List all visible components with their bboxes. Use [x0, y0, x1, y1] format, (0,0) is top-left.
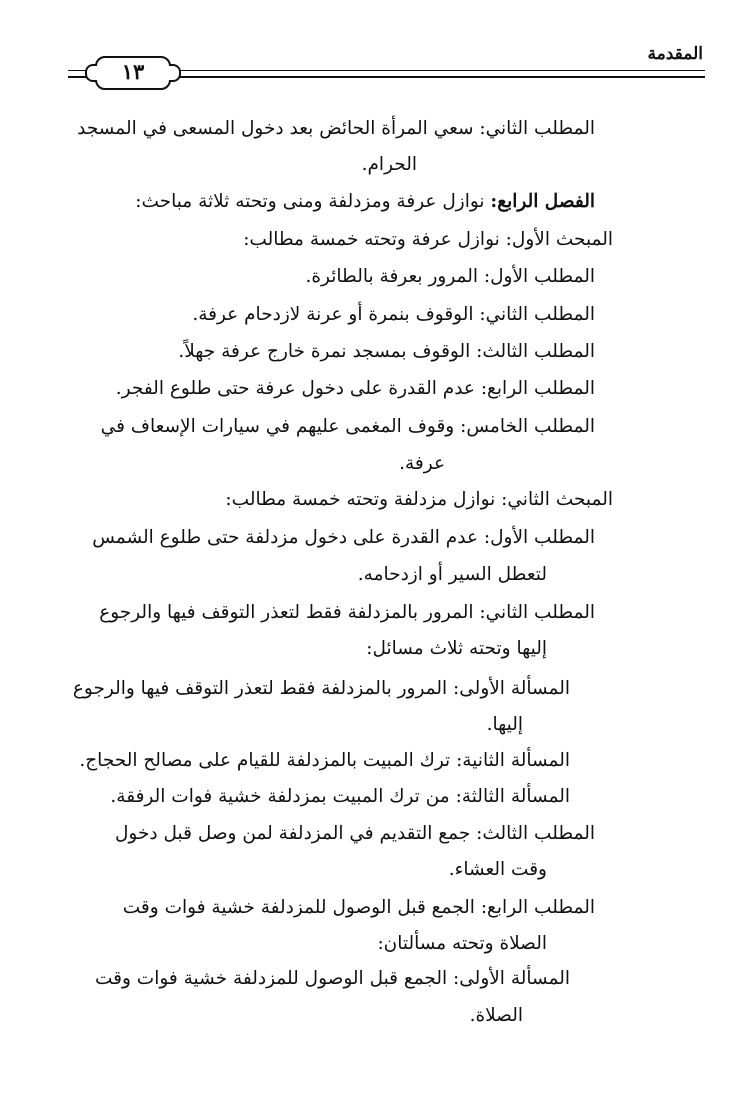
- toc-line: المطلب الثاني: سعي المرأة الحائض بعد دخول المسعى في المسجد: [77, 118, 595, 139]
- toc-line: المطلب الثاني: المرور بالمزدلفة فقط لتعذر التوقف فيها والرجوع: [99, 602, 595, 623]
- page-number: ١٣: [121, 59, 145, 84]
- page-number-frame: [95, 56, 171, 90]
- toc-line: إليها وتحته ثلاث مسائل:: [366, 638, 547, 659]
- toc-line: الحرام.: [361, 154, 417, 175]
- toc-line: المطلب الثاني: الوقوف بنمرة أو عرنة لازدحام عرفة.: [192, 304, 595, 325]
- toc-line: المطلب الرابع: عدم القدرة على دخول عرفة حتى طلوع الفجر.: [115, 378, 595, 399]
- toc-line: إليها.: [486, 714, 523, 735]
- toc-line: المسألة الأولى: الجمع قبل الوصول للمزدلفة خشية فوات وقت: [94, 968, 570, 989]
- toc-line: المطلب الثالث: الوقوف بمسجد نمرة خارج عرفة جهلاً.: [178, 341, 595, 362]
- toc-line: المطلب الأول: المرور بعرفة بالطائرة.: [305, 266, 595, 287]
- toc-line: المطلب الأول: عدم القدرة على دخول مزدلفة حتى طلوع الشمس: [92, 527, 595, 548]
- chapter-heading: الفصل الرابع: نوازل عرفة ومزدلفة ومنى وتحته ثلاثة مباحث:: [135, 191, 595, 212]
- toc-line: المبحث الأول: نوازل عرفة وتحته خمسة مطالب:: [243, 229, 613, 250]
- toc-line: المطلب الرابع: الجمع قبل الوصول للمزدلفة خشية فوات وقت: [122, 897, 595, 918]
- toc-line: لتعطل السير أو ازدحامه.: [357, 564, 547, 585]
- toc-line: المسألة الثانية: ترك المبيت بالمزدلفة للقيام على مصالح الحجاج.: [79, 750, 570, 771]
- toc-line: المطلب الثالث: جمع التقديم في المزدلفة لمن وصل قبل دخول: [114, 823, 595, 844]
- toc-line: المسألة الأولى: المرور بالمزدلفة فقط لتعذر التوقف فيها والرجوع: [72, 678, 570, 699]
- toc-line: المبحث الثاني: نوازل مزدلفة وتحته خمسة مطالب:: [225, 489, 613, 510]
- running-header-title: المقدمة: [647, 44, 703, 64]
- toc-line: الصلاة وتحته مسألتان:: [377, 933, 547, 954]
- toc-line: المطلب الخامس: وقوف المغمى عليهم في سيارات الإسعاف في: [100, 416, 595, 437]
- toc-line: عرفة.: [399, 453, 445, 474]
- toc-line: المسألة الثالثة: من ترك المبيت بمزدلفة خشية فوات الرفقة.: [110, 786, 570, 807]
- toc-line: الصلاة.: [469, 1005, 523, 1026]
- toc-line: وقت العشاء.: [448, 859, 547, 880]
